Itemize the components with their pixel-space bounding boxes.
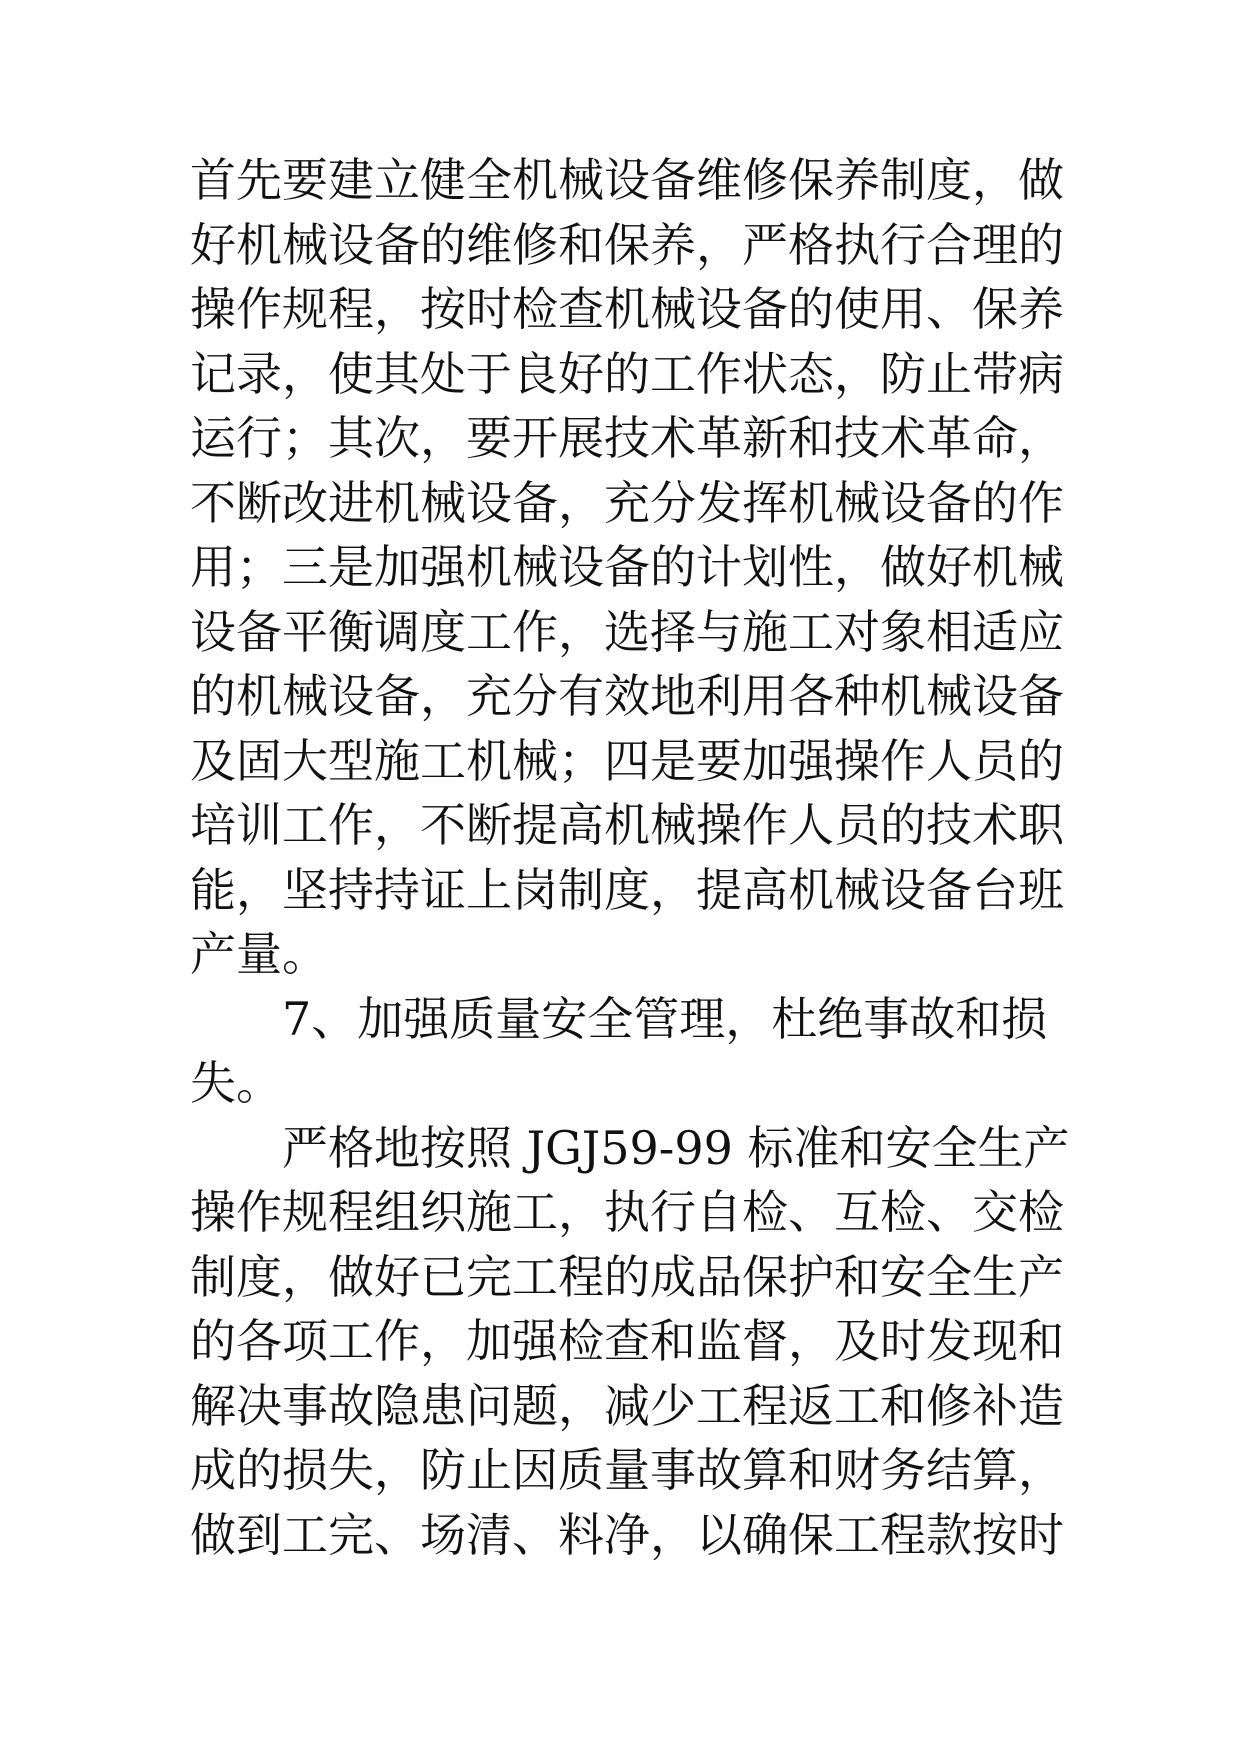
- text-line: 及固大型施工机械；四是要加强操作人员的: [190, 733, 1064, 788]
- text-line: 操作规程，按时检查机械设备的使用、保养: [190, 282, 1064, 336]
- text-line: 操作规程组织施工，执行自检、互检、交检: [190, 1185, 1064, 1239]
- section-heading-line: 失。: [190, 1056, 282, 1110]
- text-line: 培训工作，不断提高机械操作人员的技术职: [190, 798, 1064, 852]
- text-line: 首先要建立健全机械设备维修保养制度，做: [190, 153, 1064, 207]
- text-line: 好机械设备的维修和保养，严格执行合理的: [190, 217, 1064, 272]
- text-line: 成的损失，防止因质量事故算和财务结算，: [190, 1443, 1064, 1497]
- body-text: [190, 148, 1070, 1567]
- text-line: 设备平衡调度工作，选择与施工对象相适应: [190, 604, 1064, 659]
- text-line: 运行；其次，要开展技术革新和技术革命，: [190, 411, 1064, 465]
- section-heading-line: 7、加强质量安全管理，杜绝事故和损: [282, 991, 1048, 1046]
- text-line: 制度，做好已完工程的成品保护和安全生产: [190, 1249, 1064, 1304]
- text-line: 能，坚持持证上岗制度，提高机械设备台班: [190, 862, 1064, 917]
- text-line: 的机械设备，充分有效地利用各种机械设备: [190, 669, 1064, 723]
- text-line: 的各项工作，加强检查和监督，及时发现和: [190, 1314, 1064, 1368]
- text-line: 不断改进机械设备，充分发挥机械设备的作: [190, 475, 1064, 530]
- text-line: 产量。: [190, 927, 328, 981]
- text-line: 做到工完、场清、料净，以确保工程款按时: [190, 1507, 1064, 1562]
- text-line: 解决事故隐患问题，减少工程返工和修补造: [190, 1378, 1064, 1433]
- text-line: 记录，使其处于良好的工作状态，防止带病: [190, 346, 1064, 401]
- text-line: 严格地按照 JGJ59-99 标准和安全生产: [282, 1120, 1070, 1175]
- text-line: 用；三是加强机械设备的计划性，做好机械: [190, 540, 1064, 594]
